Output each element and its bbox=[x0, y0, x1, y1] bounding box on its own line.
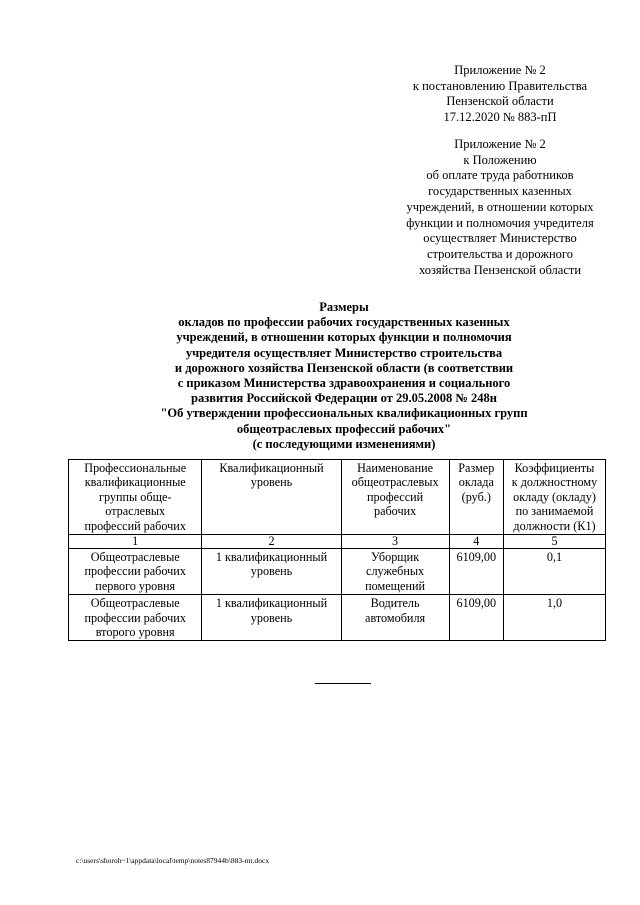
annex-line: к постановлению Правительства bbox=[412, 78, 588, 93]
document-title bbox=[96, 300, 592, 452]
title-line: (с последующими изменениями) bbox=[252, 436, 436, 451]
annex-line: хозяйства Пензенской области bbox=[418, 262, 582, 277]
annex-line: учреждений, в отношении которых bbox=[406, 199, 594, 214]
cell-line: автомобиля bbox=[365, 610, 426, 625]
cell-line: профессии рабочих bbox=[84, 610, 186, 625]
header-line: профессий рабочих bbox=[84, 518, 186, 533]
title-line: и дорожного хозяйства Пензенской области (в соответствии bbox=[174, 360, 514, 375]
header-cell-group bbox=[69, 460, 202, 535]
cell-group bbox=[69, 595, 202, 641]
annex-line: 17.12.2020 № 883-пП bbox=[443, 110, 557, 125]
table-row bbox=[69, 595, 606, 641]
annex-line: Приложение № 2 bbox=[454, 137, 546, 151]
column-number-row bbox=[69, 535, 606, 549]
cell-line: уровень bbox=[250, 610, 293, 625]
annex-line: Пензенской области bbox=[446, 94, 554, 109]
cell-line: Уборщик bbox=[371, 550, 420, 565]
cell-line: Общеотраслевые bbox=[90, 550, 180, 565]
header-line: Профессиональные bbox=[84, 461, 187, 475]
title-line: Размеры bbox=[319, 300, 369, 314]
annex-line: функции и полномочия учредителя bbox=[406, 215, 594, 230]
header-line: группы обще- bbox=[98, 489, 172, 504]
header-line: профессий bbox=[366, 489, 424, 504]
column-number: 1 bbox=[69, 535, 202, 549]
column-number: 4 bbox=[449, 535, 503, 549]
annex-line: государственных казенных bbox=[428, 184, 572, 199]
header-line: Коэффициенты bbox=[514, 461, 595, 475]
header-line: Размер bbox=[458, 461, 495, 475]
header-line: к должностному bbox=[511, 475, 598, 490]
title-line: общеотраслевых профессий рабочих" bbox=[236, 421, 452, 436]
cell-line: служебных bbox=[366, 564, 425, 579]
title-line: с приказом Министерства здравоохранения и социального bbox=[177, 376, 511, 391]
header-line: окладу (окладу) bbox=[513, 489, 596, 504]
header-cell-salary bbox=[449, 460, 503, 535]
annex-regulation-block bbox=[400, 137, 600, 278]
cell-line: Водитель bbox=[370, 596, 420, 611]
cell-line: 1 квалификационный bbox=[215, 550, 328, 565]
annex-line: строительства и дорожного bbox=[427, 246, 573, 261]
cell-coefficient: 1,0 bbox=[504, 595, 606, 641]
cell-salary: 6109,00 bbox=[449, 549, 503, 595]
header-cell-level bbox=[202, 460, 341, 535]
cell-coefficient: 0,1 bbox=[504, 549, 606, 595]
annex-line: об оплате труда работников bbox=[426, 168, 574, 183]
cell-profession bbox=[341, 595, 449, 641]
header-line: отраслевых bbox=[105, 504, 166, 519]
table-header-row bbox=[69, 460, 606, 535]
table-row bbox=[69, 549, 606, 595]
annex-line: осуществляет Министерство bbox=[423, 231, 577, 246]
header-line: должности (К1) bbox=[513, 518, 596, 533]
cell-line: второго уровня bbox=[95, 625, 175, 640]
header-line: общеотраслевых bbox=[351, 475, 439, 490]
column-number: 3 bbox=[341, 535, 449, 549]
header-cell-coefficient bbox=[504, 460, 606, 535]
column-number: 2 bbox=[202, 535, 341, 549]
salary-table bbox=[68, 459, 606, 641]
title-line: учреждений, в отношении которых функции и полномочия bbox=[176, 330, 512, 345]
cell-line: первого уровня bbox=[95, 578, 176, 593]
header-line: Наименование bbox=[357, 461, 434, 475]
header-cell-profession bbox=[341, 460, 449, 535]
header-line: Квалификационный bbox=[219, 461, 324, 475]
cell-profession bbox=[341, 549, 449, 595]
header-line: рабочих bbox=[373, 504, 417, 519]
cell-level bbox=[202, 549, 341, 595]
header-line: (руб.) bbox=[461, 489, 491, 504]
cell-group bbox=[69, 549, 202, 595]
cell-salary: 6109,00 bbox=[449, 595, 503, 641]
header-line: уровень bbox=[250, 475, 293, 490]
end-separator-line bbox=[315, 683, 371, 684]
header-line: по занимаемой bbox=[515, 504, 594, 519]
column-number: 5 bbox=[504, 535, 606, 549]
header-line: квалификационные bbox=[84, 475, 186, 490]
cell-line: профессии рабочих bbox=[84, 564, 186, 579]
title-line: развития Российской Федерации от 29.05.2008 № 248н bbox=[191, 391, 497, 406]
title-line: окладов по профессии рабочих государственных казенных bbox=[178, 315, 510, 330]
cell-line: помещений bbox=[365, 578, 426, 593]
cell-level bbox=[202, 595, 341, 641]
header-line: оклада bbox=[458, 475, 494, 490]
annex-line: к Положению bbox=[463, 152, 537, 167]
cell-line: 1 квалификационный bbox=[215, 596, 328, 611]
annex-government-block bbox=[400, 63, 600, 126]
annex-line: Приложение № 2 bbox=[454, 63, 546, 77]
file-path-footer: c:\users\shoroh~1\appdata\local\temp\notes87944b\883-пп.docx bbox=[76, 856, 270, 865]
cell-line: Общеотраслевые bbox=[90, 596, 180, 611]
title-line: учредителя осуществляет Министерство строительства bbox=[185, 345, 503, 360]
title-line: "Об утверждении профессиональных квалификационных групп bbox=[160, 406, 528, 421]
cell-line: уровень bbox=[250, 564, 293, 579]
